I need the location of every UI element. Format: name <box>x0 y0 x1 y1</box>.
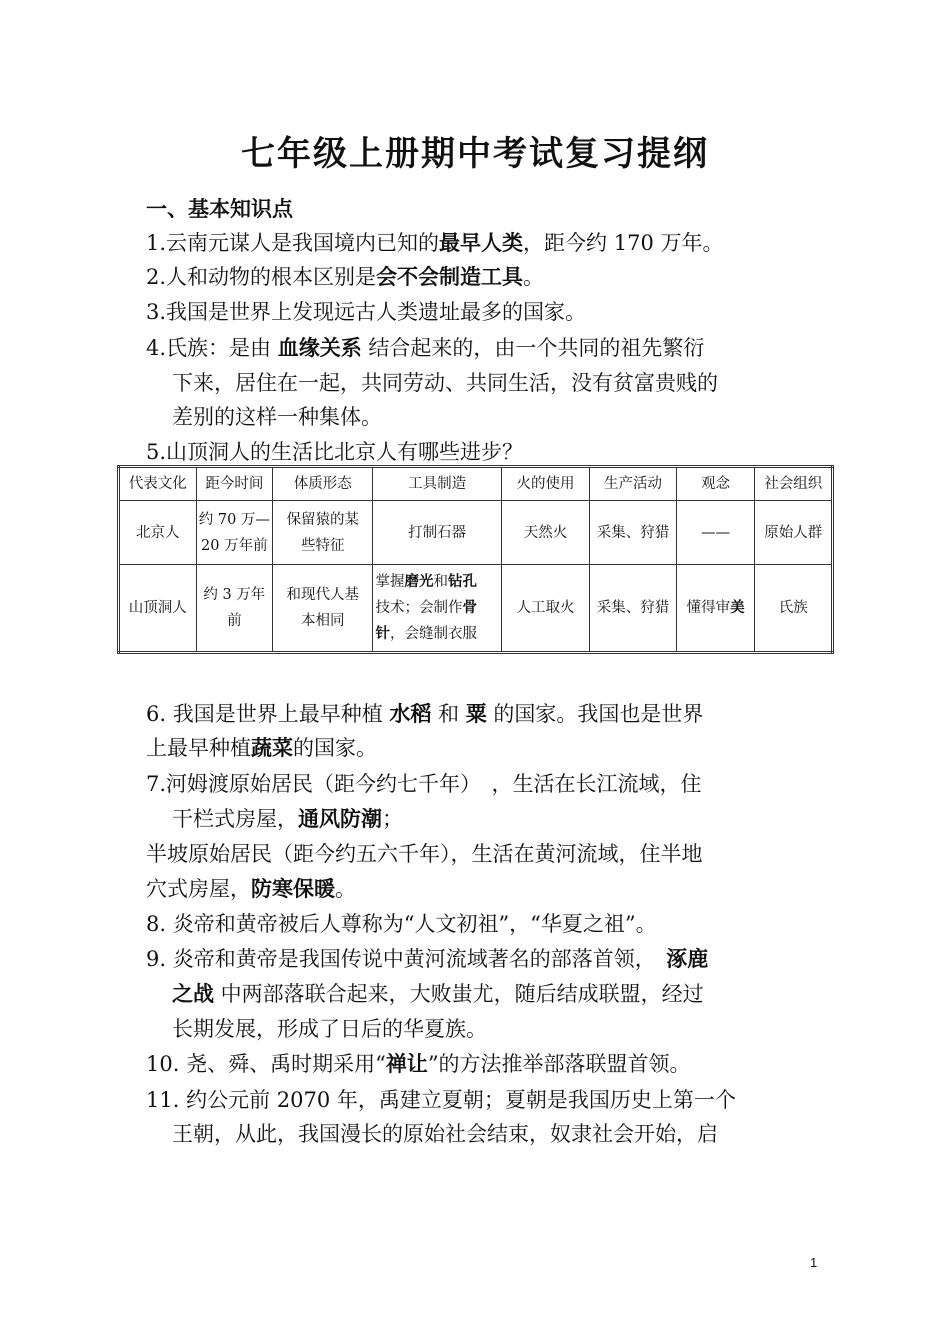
item-4-line-2: 下来，居住在一起，共同劳动、共同生活，没有贫富贵贱的 <box>172 371 718 395</box>
item-10 <box>146 1047 691 1081</box>
item-1-keyword: 最早人类 <box>439 231 524 255</box>
item-11-line-1: 11. 约公元前 2070 年，禹建立夏朝；夏朝是我国历史上第一个 <box>146 1088 736 1112</box>
item-9-text: 中两部落联合起来，大败蚩尤，随后结成联盟，经过 <box>214 982 704 1006</box>
item-7-line-1: 7.河姆渡原始居民（距今约七千年） ，生活在长江流域，住 <box>146 772 702 796</box>
item-9-line-2 <box>172 977 704 1011</box>
section-heading: 一、基本知识点 <box>146 197 293 221</box>
cell-text: 本相同 <box>301 613 345 629</box>
table-cell: 采集、狩猎 <box>590 501 677 565</box>
table-cell: 北京人 <box>119 501 197 565</box>
item-2-text: 2.人和动物的根本区别是 <box>146 265 377 289</box>
table-cell: 氏族 <box>755 565 833 653</box>
item-1-text: 1.云南元谋人是我国境内已知的 <box>146 231 440 255</box>
item-6-text: 6. 我国是世界上最早种植 <box>146 702 390 726</box>
table-header-cell: 生产活动 <box>590 467 677 501</box>
cell-keyword: 美 <box>730 600 745 616</box>
table-cell: 人工取火 <box>501 565 589 653</box>
item-4-text: 4.氏族：是由 <box>146 336 278 360</box>
table-cell: 采集、狩猎 <box>590 565 677 653</box>
cell-keyword: 钻孔 <box>447 574 477 590</box>
comparison-table <box>117 465 834 654</box>
item-10-keyword: 禅让 <box>385 1052 428 1076</box>
item-9-line-3: 长期发展，形成了日后的华夏族。 <box>172 1017 487 1041</box>
item-8: 8. 炎帝和黄帝被后人尊称为“人文初祖”，“华夏之祖”。 <box>146 912 657 936</box>
item-7-text: 。 <box>335 877 356 901</box>
item-11-line-2: 王朝，从此，我国漫长的原始社会结束，奴隶社会开始，启 <box>172 1122 718 1146</box>
table-cell <box>196 565 273 653</box>
item-7-keyword: 防寒保暖 <box>251 877 335 901</box>
item-9-keyword: 之战 <box>172 982 214 1006</box>
item-5: 5.山顶洞人的生活比北京人有哪些进步？ <box>146 440 524 464</box>
table-cell <box>273 501 373 565</box>
item-7-keyword: 通风防潮 <box>298 807 382 831</box>
item-4-line-1 <box>146 331 704 365</box>
page-title: 七年级上册期中考试复习提纲 <box>241 134 709 174</box>
item-6-text: 的国家。我国也是世界 <box>486 702 704 726</box>
item-9-text: 9. 炎帝和黄帝是我国传说中黄河流域著名的部落首领， <box>146 947 667 971</box>
cell-text: ，会缝制衣服 <box>389 626 477 642</box>
item-6-line-1 <box>146 697 703 731</box>
cell-text: 掌握 <box>375 574 405 590</box>
item-6-keyword: 水稻 <box>389 702 432 726</box>
table-header-cell: 工具制造 <box>373 467 501 501</box>
item-9-line-1 <box>146 942 708 976</box>
item-9-keyword: 涿鹿 <box>666 947 709 971</box>
table-header-cell: 代表文化 <box>119 467 197 501</box>
item-6-text: 和 <box>431 702 466 726</box>
cell-text: 懂得审 <box>686 600 731 616</box>
table-header-cell: 观念 <box>676 467 755 501</box>
item-1 <box>146 226 723 260</box>
item-6-keyword: 蔬菜 <box>251 736 293 760</box>
table-cell <box>676 565 755 653</box>
table-cell: 打制石器 <box>373 501 501 565</box>
item-3: 3.我国是世界上发现远古人类遗址最多的国家。 <box>146 300 587 324</box>
cell-text: 和 <box>433 574 448 590</box>
cell-text: 约 3 万年 <box>203 587 266 603</box>
table-cell: —— <box>676 501 755 565</box>
table-cell: 天然火 <box>501 501 589 565</box>
cell-keyword: 骨 <box>462 600 477 616</box>
table-cell: 原始人群 <box>755 501 833 565</box>
item-6-keyword: 粟 <box>465 702 487 726</box>
item-7-line-2 <box>172 802 403 836</box>
item-7-text: 干栏式房屋， <box>172 807 298 831</box>
item-10-text: ”的方法推举部落联盟首领。 <box>427 1052 691 1076</box>
table-row <box>119 565 833 653</box>
table-header-cell: 距今时间 <box>196 467 273 501</box>
table-cell <box>373 565 501 653</box>
cell-text: 20 万年前 <box>201 537 268 554</box>
item-1-text-end: ，距今约 170 万年。 <box>523 231 724 255</box>
table-cell <box>196 501 273 565</box>
cell-keyword: 针 <box>375 626 390 642</box>
table-header-cell: 社会组织 <box>755 467 833 501</box>
item-2-keyword: 会不会制造工具 <box>376 265 524 289</box>
table-header-cell: 体质形态 <box>273 467 373 501</box>
item-4-keyword: 血缘关系 <box>277 336 362 360</box>
item-7-line-3: 半坡原始居民（距今约五六千年），生活在黄河流域，住半地 <box>146 842 703 866</box>
item-7-text: 穴式房屋， <box>146 877 251 901</box>
table-row <box>119 501 833 565</box>
item-7-line-4 <box>146 872 356 906</box>
item-4-text-end: 结合起来的，由一个共同的祖先繁衍 <box>361 336 705 360</box>
cell-text: 前 <box>227 613 242 629</box>
item-7-text: ； <box>382 807 403 831</box>
cell-text: 约 70 万— <box>198 511 270 528</box>
item-6-text: 的国家。 <box>293 736 377 760</box>
item-10-text: 10. 尧、舜、禹时期采用“ <box>146 1052 386 1076</box>
cell-text: 些特征 <box>301 537 345 554</box>
table-cell <box>273 565 373 653</box>
table-cell: 山顶洞人 <box>119 565 197 653</box>
item-2-text-end: 。 <box>523 265 545 289</box>
item-6-text: 上最早种植 <box>146 736 251 760</box>
page-number: 1 <box>810 1255 818 1270</box>
table-header-cell: 火的使用 <box>501 467 589 501</box>
item-2 <box>146 260 544 294</box>
item-4-line-3: 差别的这样一种集体。 <box>172 405 382 429</box>
cell-text: 保留猿的某 <box>286 511 360 528</box>
table-header-row <box>119 467 833 501</box>
item-6-line-2 <box>146 731 377 765</box>
cell-keyword: 磨光 <box>404 574 434 590</box>
cell-text: 和现代人基 <box>286 587 360 603</box>
cell-text: 技术；会制作 <box>375 600 463 616</box>
